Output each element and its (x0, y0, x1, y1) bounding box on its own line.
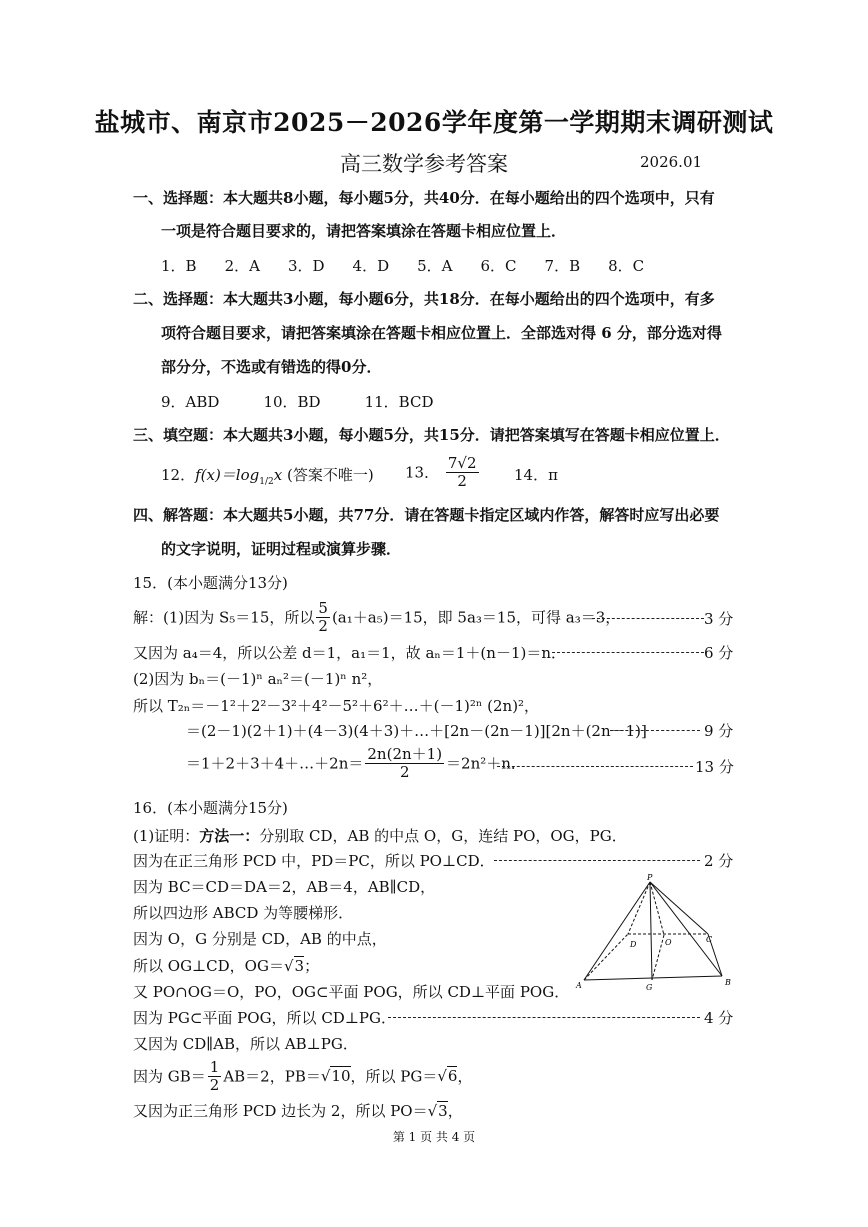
q16-score-2: 4 分 (704, 1009, 734, 1027)
answer-10: 10．BD (263, 393, 321, 411)
dotted-leader (497, 766, 693, 767)
q15-line2: 又因为 a₄＝4，所以公差 d＝1，a₁＝1，故 aₙ＝1＋(n－1)＝n． (133, 644, 566, 662)
dotted-leader (610, 730, 700, 731)
section2-heading-line2: 项符合题目要求，请把答案填涂在答题卡相应位置上．全部选对得 6 分，部分选对得 (161, 324, 722, 342)
q16-line5: 因为 O，G 分别是 CD，AB 的中点， (133, 930, 387, 948)
q15-line5: ＝(2－1)(2＋1)＋(4－3)(4＋3)＋…＋[2n－(2n－1)][2n＋(2n－1)] (186, 722, 647, 740)
answer-2: 2．A (224, 257, 260, 275)
label-b: B (725, 978, 731, 987)
q16-line11: 又因为正三角形 PCD 边长为 2，所以 PO＝√3， (133, 1102, 463, 1120)
answer-1: 1．B (161, 257, 197, 275)
q15-score-3: 9 分 (704, 722, 734, 740)
label-c: C (706, 935, 713, 944)
section3-heading: 三、填空题：本大题共3小题，每小题5分，共15分．请把答案填写在答题卡相应位置上． (133, 426, 730, 444)
q16-score-1: 2 分 (704, 852, 734, 870)
q15-score-2: 6 分 (704, 644, 734, 662)
page-subtitle: 高三数学参考答案 (340, 152, 508, 176)
q16-line1: (1)证明：方法一：分别取 CD，AB 的中点 O，G，连结 PO，OG，PG． (133, 827, 627, 845)
answer-11: 11．BCD (364, 393, 434, 411)
q15-line4: 所以 T₂ₙ＝－1²＋2²－3²＋4²－5²＋6²＋…＋(－1)²ⁿ (2n)²， (133, 697, 540, 715)
q15-header: 15．(本小题满分13分) (133, 574, 288, 592)
answer-6: 6．C (480, 257, 517, 275)
q15-line1: 解：(1)因为 S₅＝15，所以 $\frac{5}{2}$ (a₁＋a₅)＝15，即 5a₃＝15，可得 a₃＝3， (133, 599, 621, 635)
answer-9: 9．ABD (161, 393, 220, 411)
page-title: 盐城市、南京市2025－2026学年度第一学期期末调研测试 (94, 108, 774, 137)
answer-5: 5．A (417, 257, 453, 275)
label-o: O (665, 938, 672, 947)
q15-score-4: 13 分 (695, 758, 734, 776)
answer-8: 8．C (608, 257, 645, 275)
dotted-leader (494, 860, 700, 861)
q16-line8: 因为 PG⊂平面 POG，所以 CD⊥PG． (133, 1009, 397, 1027)
q15-score-1: 3 分 (704, 610, 734, 628)
dotted-leader (592, 618, 704, 619)
q16-line7: 又 PO∩OG＝O，PO，OG⊂平面 POG，所以 CD⊥平面 POG． (133, 983, 570, 1001)
label-d: D (630, 940, 637, 949)
q16-line10: 因为 GB＝ $\frac{1}{2}$ AB＝2，PB＝√10，所以 PG＝√6， (133, 1058, 473, 1094)
answer-7: 7．B (544, 257, 581, 275)
label-g: G (646, 983, 653, 992)
q16-line4: 所以四边形 ABCD 为等腰梯形． (133, 904, 354, 922)
answer-4: 4．D (352, 257, 390, 275)
section4-heading-line1: 四、解答题：本大题共5小题，共77分．请在答题卡指定区域内作答，解答时应写出必要 (133, 506, 720, 524)
section2-answers (161, 391, 461, 412)
pyramid-figure (572, 872, 742, 994)
answer-3: 3．D (287, 257, 325, 275)
page-footer: 第 1 页 共 4 页 (392, 1130, 476, 1144)
answer-14: 14．π (514, 466, 558, 484)
dotted-leader (388, 1017, 700, 1018)
q16-line3: 因为 BC＝CD＝DA＝2，AB＝4，AB∥CD， (133, 878, 436, 896)
section1-heading-line1: 一、选择题：本大题共8小题，每小题5分，共40分．在每小题给出的四个选项中，只有 (133, 189, 715, 207)
section4-heading-line2: 的文字说明，证明过程或演算步骤． (161, 540, 402, 558)
section1-answers (161, 255, 672, 276)
q16-line6: 所以 OG⊥CD，OG＝√3； (133, 957, 320, 975)
q15-line3: (2)因为 bₙ＝(－1)ⁿ aₙ²＝(－1)ⁿ n²， (133, 670, 383, 688)
document-date: 2026.01 (640, 153, 703, 171)
label-a: A (576, 981, 582, 990)
q15-line6: ＝1＋2＋3＋4＋…＋2n＝ $\frac{2n(2n+1)}{2}$ ＝2n²＋n． (186, 745, 526, 781)
answer-12: 12．$f(x)=\log_{1/2}x$ (答案不唯一) (161, 466, 374, 487)
answer-13: 13． $\frac{7√2}{2}$ (405, 454, 477, 490)
section2-heading-line3: 部分分，不选或有错选的得0分． (161, 358, 382, 376)
q16-line9: 又因为 CD∥AB，所以 AB⊥PG． (133, 1035, 358, 1053)
dotted-leader (552, 652, 704, 653)
section2-heading-line1: 二、选择题：本大题共3小题，每小题6分，共18分．在每小题给出的四个选项中，有多 (133, 290, 715, 308)
q16-header: 16．(本小题满分15分) (133, 799, 288, 817)
label-p: P (647, 873, 653, 882)
section1-heading-line2: 一项是符合题目要求的，请把答案填涂在答题卡相应位置上． (161, 222, 567, 240)
q16-line2: 因为在正三角形 PCD 中，PD＝PC，所以 PO⊥CD． (133, 852, 495, 870)
